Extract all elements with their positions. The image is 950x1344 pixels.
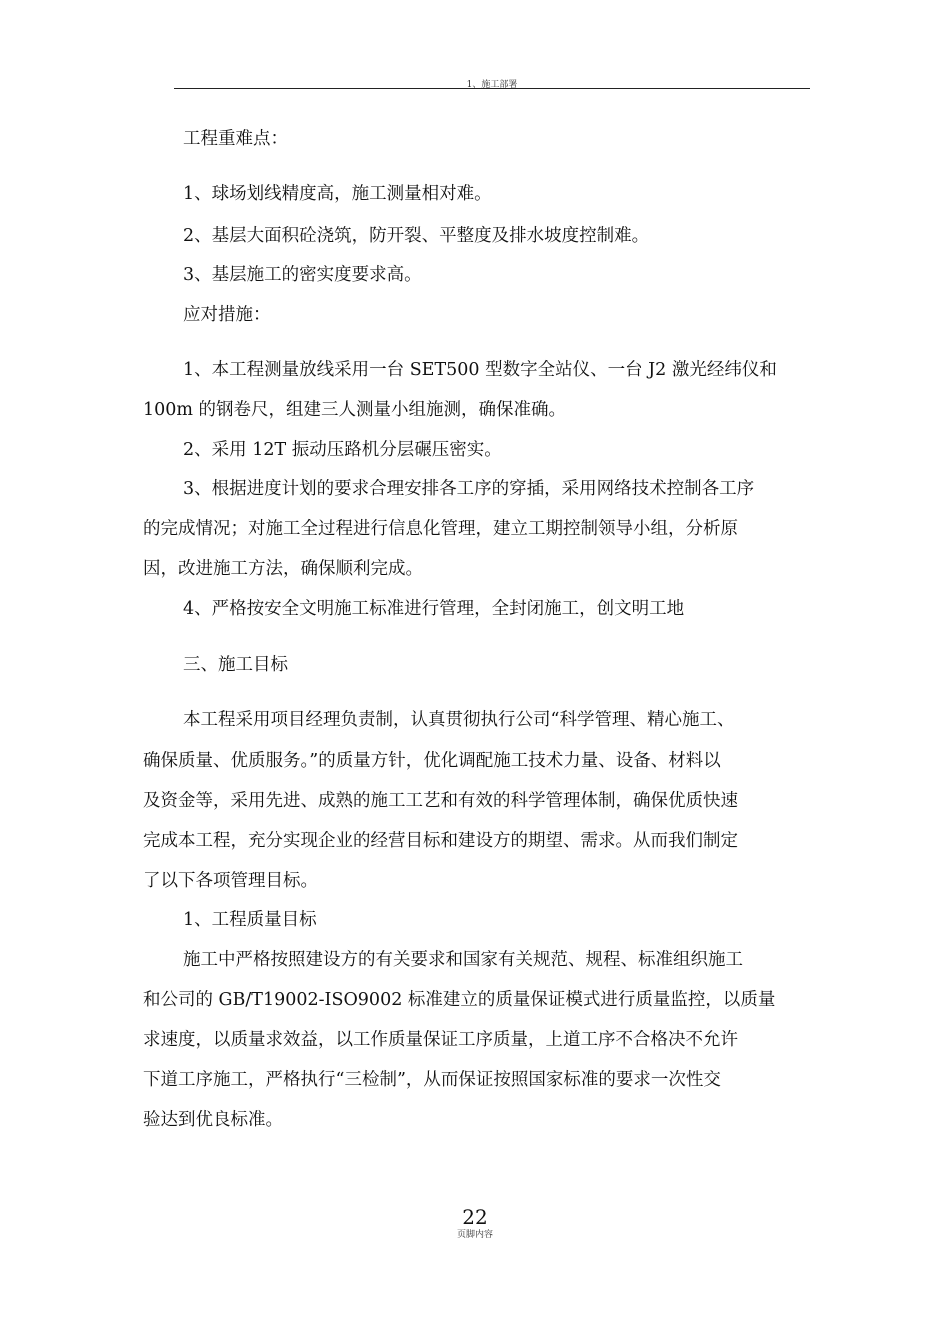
paragraph-line: 下道工序施工，严格执行“三检制”，从而保证按照国家标准的要求一次性交 <box>143 1070 721 1090</box>
footer-text: 页脚内容 <box>456 1230 493 1240</box>
paragraph-line: 100m 的钢卷尺，组建三人测量小组施测，确保准确。 <box>143 400 567 420</box>
paragraph-line: 4、严格按安全文明施工标准进行管理，全封闭施工，创文明工地 <box>183 599 685 619</box>
paragraph-line: 确保质量、优质服务。”的质量方针，优化调配施工技术力量、设备、材料以 <box>143 751 721 771</box>
paragraph-line: 3、根据进度计划的要求合理安排各工序的穿插，采用网络技术控制各工序 <box>183 479 755 499</box>
paragraph-line: 验达到优良标准。 <box>143 1110 283 1130</box>
heading-measures: 应对措施： <box>183 305 271 325</box>
paragraph-line: 1、球场划线精度高，施工测量相对难。 <box>183 184 492 204</box>
paragraph-line: 2、采用 12T 振动压路机分层碾压密实。 <box>183 440 502 460</box>
section-heading: 三、施工目标 <box>183 655 288 675</box>
paragraph-line: 因，改进施工方法，确保顺利完成。 <box>143 559 423 579</box>
paragraph-line: 求速度，以质量求效益，以工作质量保证工序质量，上道工序不合格决不允许 <box>143 1030 738 1050</box>
paragraph-line: 完成本工程，充分实现企业的经营目标和建设方的期望、需求。从而我们制定 <box>143 831 738 851</box>
page-number: 22 <box>462 1205 488 1229</box>
paragraph-line: 和公司的 GB/T19002-ISO9002 标准建立的质量保证模式进行质量监控，以质量 <box>143 990 776 1010</box>
heading-difficulties: 工程重难点： <box>183 129 288 149</box>
header-text: 1、施工部署 <box>466 80 518 90</box>
paragraph-line: 本工程采用项目经理负责制，认真贯彻执行公司“科学管理、精心施工、 <box>183 710 735 730</box>
paragraph-line: 2、基层大面积砼浇筑，防开裂、平整度及排水坡度控制难。 <box>183 226 650 246</box>
paragraph-line: 了以下各项管理目标。 <box>143 871 318 891</box>
paragraph-line: 及资金等，采用先进、成熟的施工工艺和有效的科学管理体制，确保优质快速 <box>143 791 738 811</box>
page-header <box>174 72 810 89</box>
paragraph-line: 施工中严格按照建设方的有关要求和国家有关规范、规程、标准组织施工 <box>183 950 743 970</box>
paragraph-line: 的完成情况；对施工全过程进行信息化管理，建立工期控制领导小组，分析原 <box>143 519 738 539</box>
subsection-heading: 1、工程质量目标 <box>183 910 317 930</box>
paragraph-line: 1、本工程测量放线采用一台 SET500 型数字全站仪、一台 J2 激光经纬仪和 <box>183 360 777 380</box>
paragraph-line: 3、基层施工的密实度要求高。 <box>183 265 422 285</box>
